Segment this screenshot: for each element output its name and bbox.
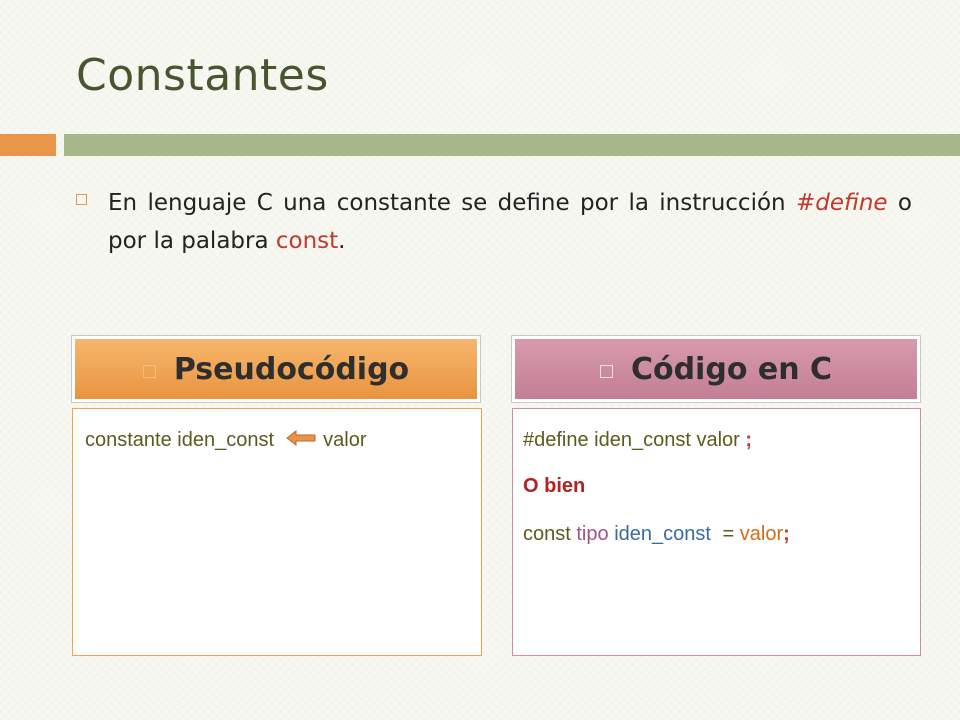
pseudocode-left: constante iden_const: [85, 429, 275, 451]
slide-title: Constantes: [76, 50, 329, 101]
code-define-semicolon: ;: [745, 429, 753, 451]
bullet-text-middle: o por la palabra: [108, 190, 912, 254]
code-semicolon: ;: [783, 523, 790, 545]
code-or-text: O bien: [523, 475, 586, 497]
code-define-text: #define iden_const valor: [523, 429, 740, 451]
code-const-keyword: const: [523, 523, 571, 545]
pseudocode-header: [72, 336, 480, 402]
pseudocode-box: [72, 408, 482, 656]
code-line-const: [523, 523, 790, 546]
square-bullet-icon: [76, 194, 87, 205]
code-box: [512, 408, 921, 656]
code-valor: valor: [739, 523, 784, 545]
define-keyword: #define: [795, 190, 888, 216]
code-equals: =: [722, 523, 735, 545]
left-arrow-icon: [286, 429, 316, 452]
code-line-define: [523, 429, 752, 452]
square-bullet-icon: [600, 365, 613, 378]
pseudocode-right: valor: [323, 429, 367, 451]
title-accent-bar-orange: [0, 134, 56, 156]
pseudocode-line: [85, 429, 367, 452]
bullet-item: [76, 184, 912, 260]
code-identifier: iden_const: [614, 523, 711, 545]
code-header: [512, 336, 920, 402]
pseudocode-header-label: Pseudocódigo: [173, 351, 410, 387]
code-line-or: [523, 475, 585, 498]
code-tipo: tipo: [576, 523, 609, 545]
bullet-text-after: .: [338, 228, 346, 254]
square-bullet-icon: [143, 365, 156, 378]
bullet-text: [108, 184, 912, 260]
bullet-text-before: En lenguaje C una constante se define por la instrucción: [108, 190, 796, 216]
const-keyword: const: [275, 228, 339, 254]
code-header-label: Código en C: [630, 351, 833, 387]
title-accent-bar-green: [64, 134, 960, 156]
